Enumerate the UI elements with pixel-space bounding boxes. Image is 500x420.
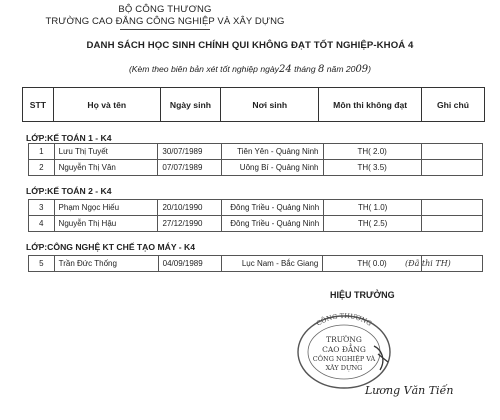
group-label: LỚP:CÔNG NGHỆ KT CHẾ TẠO MÁY - K4 xyxy=(26,242,196,252)
table-header xyxy=(22,87,485,122)
group-table xyxy=(28,143,483,176)
table-row xyxy=(29,200,483,216)
col-stt: STT xyxy=(23,88,54,122)
row-name: Trần Đức Thống xyxy=(54,256,158,272)
subtitle-prefix: (Kèm theo biên bản xét tốt nghiệp ngày xyxy=(128,64,279,74)
official-seal xyxy=(290,310,398,390)
group-label: LỚP:KẾ TOÁN 2 - K4 xyxy=(26,186,112,196)
col-failed-subject: Môn thi không đạt xyxy=(319,88,421,122)
row-name: Nguyễn Thị Hậu xyxy=(54,216,158,232)
document-title: DANH SÁCH HỌC SINH CHÍNH QUI KHÔNG ĐẠT TỐT NGHIỆP-KHOÁ 4 xyxy=(86,40,414,51)
col-note: Ghi chú xyxy=(421,88,484,122)
table-row xyxy=(29,160,483,176)
row-stt: 2 xyxy=(29,160,55,176)
row-name: Phạm Ngọc Hiếu xyxy=(54,200,158,216)
group-table xyxy=(28,199,483,232)
row-failed-subject: TH( 3.5) xyxy=(323,160,421,176)
row-failed-subject: TH( 0.0) xyxy=(323,256,421,272)
group-label: LỚP:KẾ TOÁN 1 - K4 xyxy=(26,133,112,143)
row-stt: 4 xyxy=(29,216,55,232)
seal-line: CÔNG NGHIỆP VÀ xyxy=(312,355,376,363)
row-note xyxy=(421,144,482,160)
header-underline xyxy=(120,29,210,30)
handwritten-note: (Đã thi TH) xyxy=(405,259,451,268)
row-stt: 1 xyxy=(29,144,55,160)
table-row xyxy=(29,216,483,232)
row-stt: 5 xyxy=(29,256,55,272)
row-pob: Đông Triều - Quảng Ninh xyxy=(221,200,323,216)
col-dob: Ngày sinh xyxy=(160,88,220,122)
document-subtitle xyxy=(0,64,500,75)
row-note xyxy=(421,160,482,176)
ministry-name: BỘ CÔNG THƯƠNG xyxy=(118,4,212,15)
col-name: Họ và tên xyxy=(53,88,160,122)
subtitle-day: 24 xyxy=(278,64,292,75)
row-dob: 07/07/1989 xyxy=(158,160,221,176)
row-dob: 30/07/1989 xyxy=(158,144,221,160)
row-note xyxy=(422,216,483,232)
row-pob: Đông Triều - Quảng Ninh xyxy=(221,216,323,232)
row-note xyxy=(422,200,483,216)
row-failed-subject: TH( 2.5) xyxy=(324,216,422,232)
row-failed-subject: TH( 1.0) xyxy=(324,200,422,216)
row-stt: 3 xyxy=(29,200,55,216)
school-name: TRƯỜNG CAO ĐẲNG CÔNG NGHIỆP VÀ XÂY DỰNG xyxy=(45,16,285,27)
table-row xyxy=(29,144,483,160)
row-pob: Uông Bí - Quảng Ninh xyxy=(221,160,323,176)
subtitle-month: 8 xyxy=(318,64,325,75)
seal-line: TRƯỜNG xyxy=(326,335,362,344)
row-dob: 04/09/1989 xyxy=(158,256,221,272)
row-pob: Tiên Yên - Quảng Ninh xyxy=(221,144,323,160)
row-dob: 27/12/1990 xyxy=(158,216,221,232)
principal-signature: Lương Văn Tiến xyxy=(365,384,454,397)
subtitle-suffix: ) xyxy=(368,64,372,74)
col-pob: Nơi sinh xyxy=(221,88,319,122)
seal-line: CAO ĐẲNG xyxy=(322,345,366,354)
row-name: Nguyễn Thị Vân xyxy=(54,160,158,176)
principal-title: HIỆU TRƯỞNG xyxy=(330,290,395,300)
row-pob: Lục Nam - Bắc Giang xyxy=(222,256,323,272)
seal-ring-text: CÔNG THƯƠNG xyxy=(314,311,374,328)
subtitle-year-label: năm 20 xyxy=(326,64,356,74)
subtitle-year: 09 xyxy=(355,64,369,75)
row-name: Lưu Thị Tuyết xyxy=(54,144,158,160)
row-dob: 20/10/1990 xyxy=(158,200,221,216)
subtitle-month-label: tháng xyxy=(294,64,316,74)
seal-line: XÂY DỰNG xyxy=(325,364,363,372)
row-failed-subject: TH( 2.0) xyxy=(323,144,421,160)
